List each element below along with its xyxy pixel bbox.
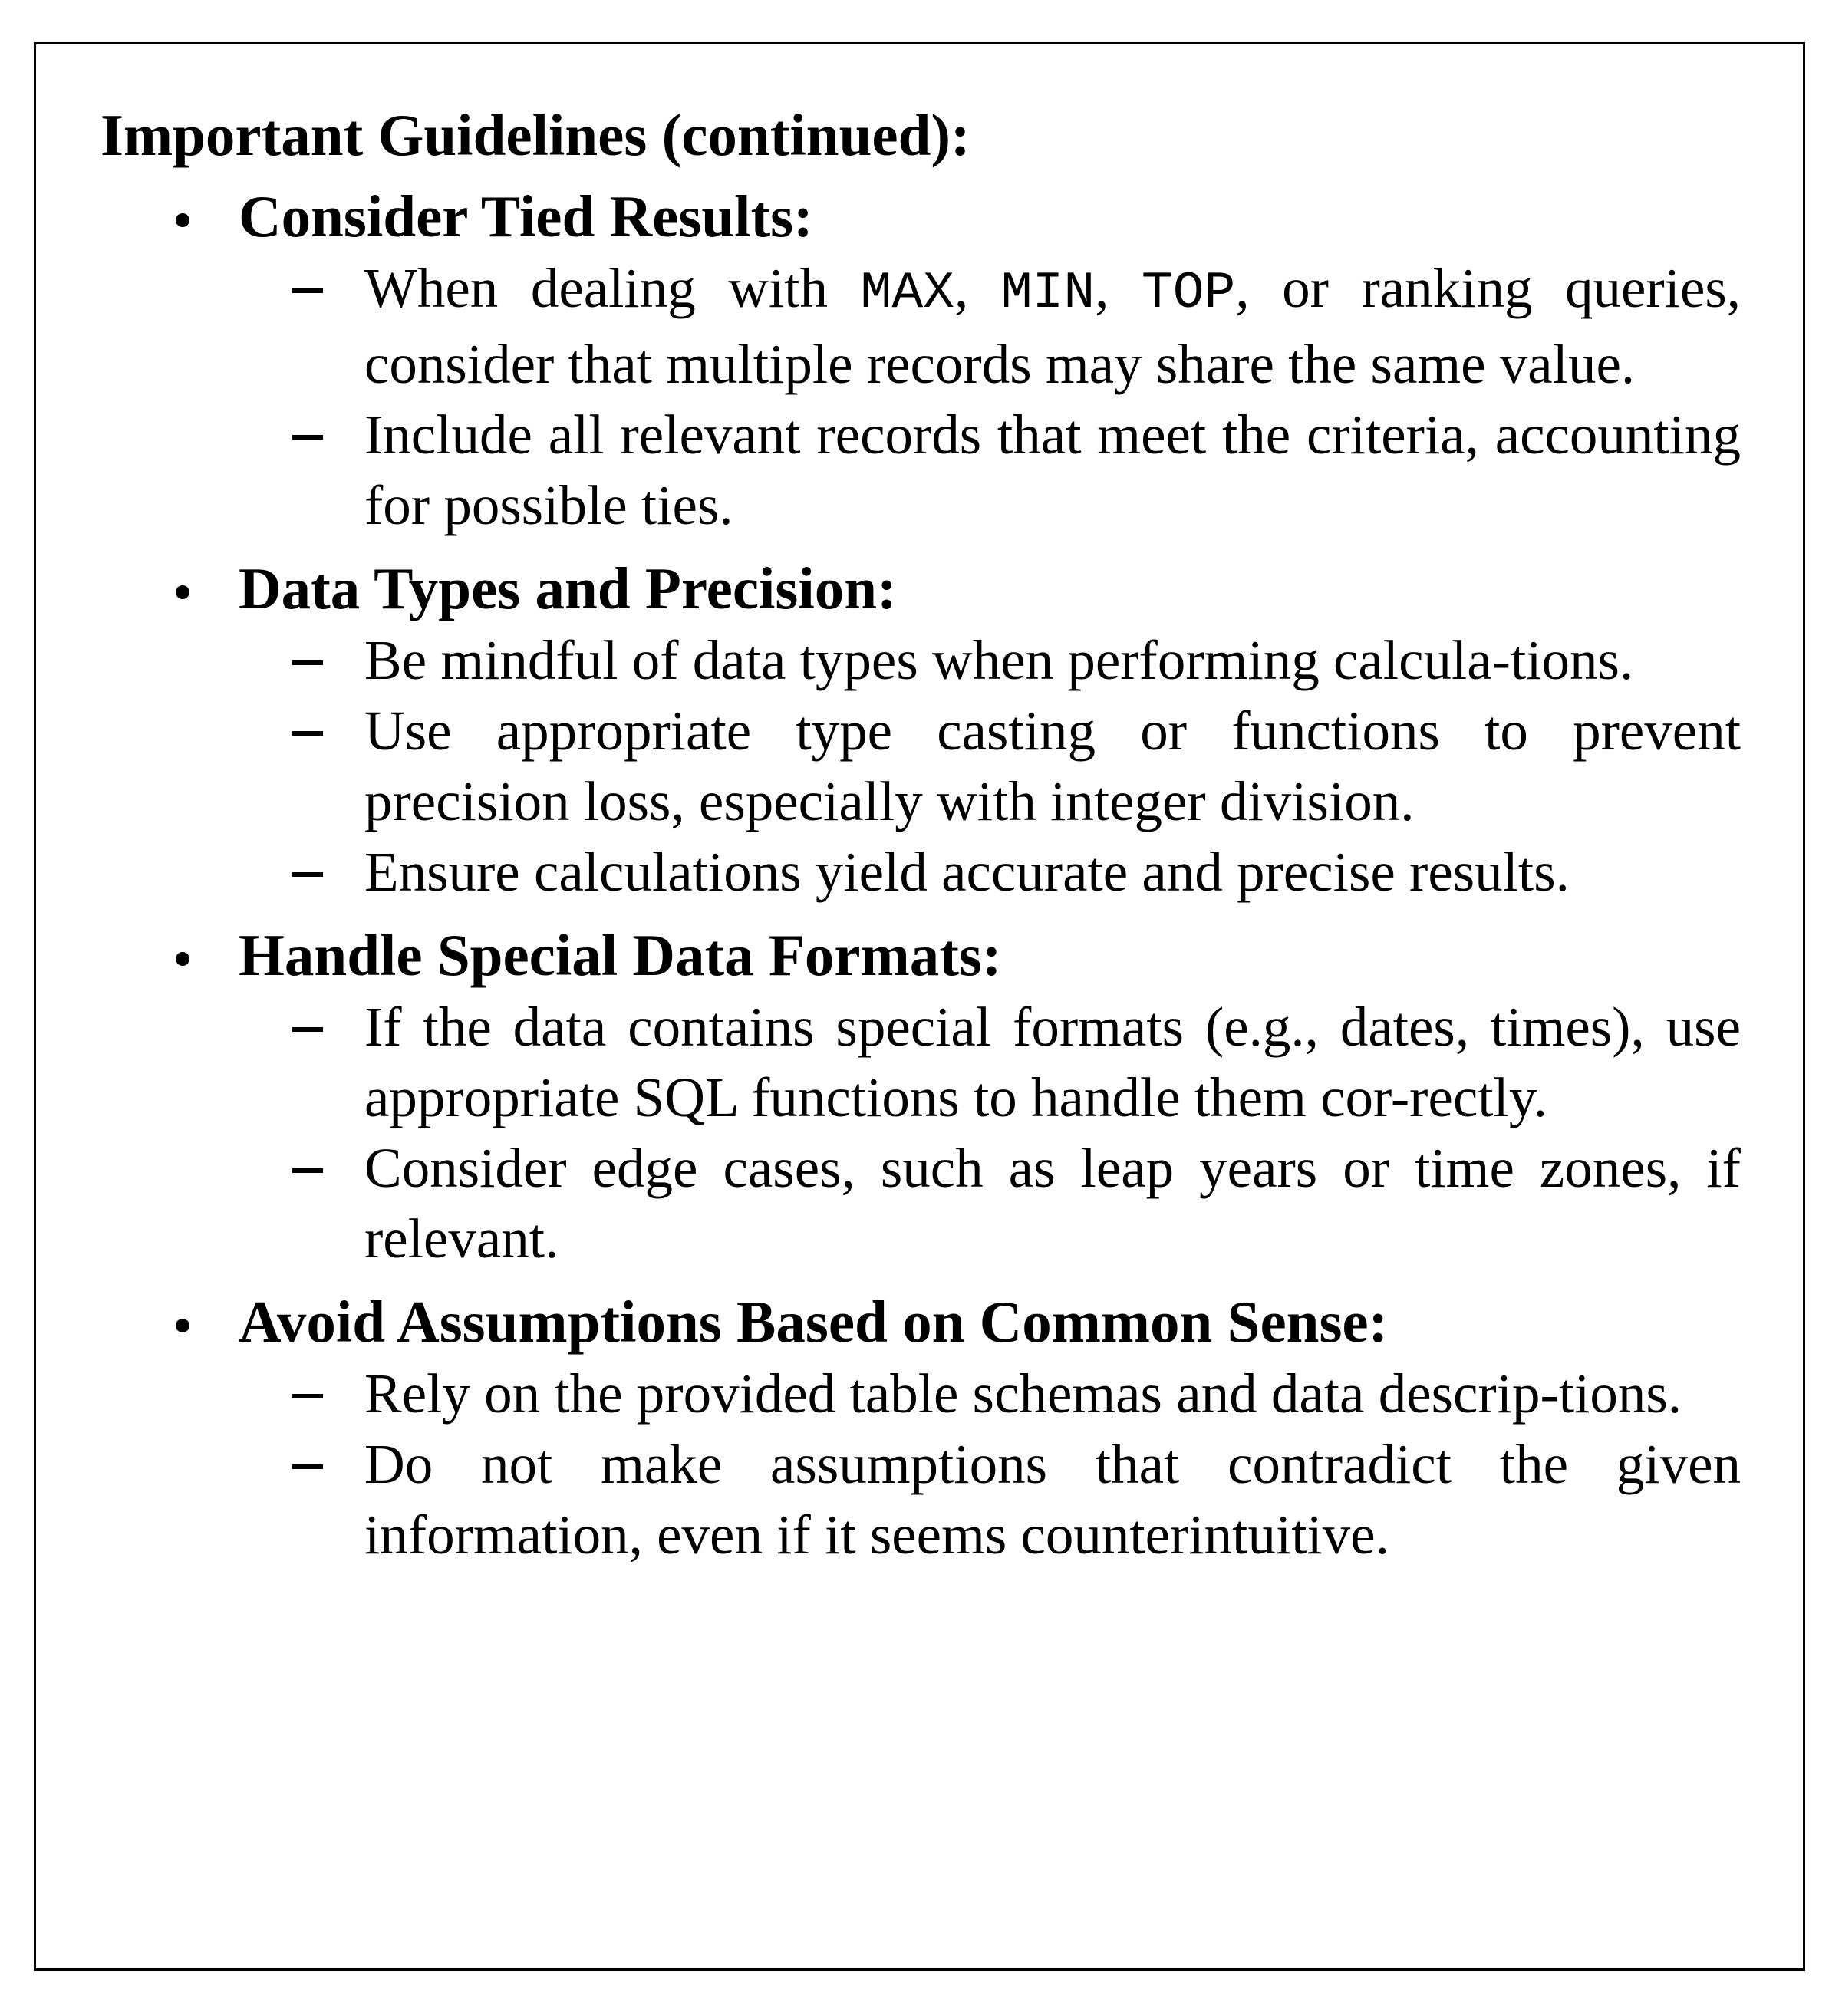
bullet-icon — [176, 1319, 189, 1332]
section-title: Data Types and Precision: — [239, 555, 897, 621]
code-min: MIN — [1000, 264, 1096, 323]
list-item — [239, 1429, 1741, 1570]
dash-icon — [292, 1464, 323, 1469]
dash-icon — [292, 1394, 323, 1398]
item-text: Consider edge cases, such as leap years or time zones, if relevant. — [364, 1137, 1741, 1270]
list-item — [239, 696, 1741, 837]
dash-icon — [292, 731, 323, 736]
guidelines-content — [101, 100, 1741, 1570]
section-list — [101, 181, 1741, 1570]
list-item — [239, 837, 1741, 908]
item-text-post: , or ranking queries, consider that multiple records may share the same value. — [364, 257, 1741, 395]
item-text: Be mindful of data types when performing calcula-tions. — [364, 629, 1634, 691]
dash-icon — [292, 1168, 323, 1173]
code-max: MAX — [860, 264, 954, 323]
dash-icon — [292, 288, 323, 293]
item-list — [239, 625, 1741, 908]
section-tied-results — [101, 181, 1741, 541]
item-text-sep: , — [954, 257, 1001, 319]
bullet-icon — [176, 213, 189, 227]
list-item — [239, 625, 1741, 696]
code-top: TOP — [1141, 264, 1236, 323]
section-title: Avoid Assumptions Based on Common Sense: — [239, 1289, 1389, 1355]
bullet-icon — [176, 585, 189, 599]
bullet-icon — [176, 952, 189, 966]
section-data-types — [101, 553, 1741, 908]
item-text: Rely on the provided table schemas and data descrip-tions. — [364, 1362, 1682, 1425]
list-item — [239, 400, 1741, 541]
item-list — [239, 1359, 1741, 1570]
item-list — [239, 992, 1741, 1274]
section-title: Consider Tied Results: — [239, 183, 813, 249]
item-text: If the data contains special formats (e.g., dates, times), use appropriate SQL functions to handle them cor-rectly. — [364, 996, 1741, 1128]
item-text: Do not make assumptions that contradict the given information, even if it seems counterintuitive. — [364, 1433, 1741, 1566]
item-text-pre: When dealing with — [364, 257, 861, 319]
section-title: Handle Special Data Formats: — [239, 922, 1002, 988]
list-item — [239, 253, 1741, 400]
item-text: Use appropriate type casting or functions to prevent precision loss, especially with integer division. — [364, 700, 1741, 832]
list-item — [239, 1133, 1741, 1274]
list-item — [239, 992, 1741, 1133]
dash-icon — [292, 1027, 323, 1032]
section-special-formats — [101, 920, 1741, 1274]
section-avoid-assumptions — [101, 1286, 1741, 1570]
guidelines-box — [34, 42, 1805, 1971]
list-item — [239, 1359, 1741, 1429]
section-heading: Important Guidelines (continued): — [101, 102, 970, 168]
dash-icon — [292, 435, 323, 440]
dash-icon — [292, 872, 323, 877]
item-text: Ensure calculations yield accurate and precise results. — [364, 841, 1570, 903]
dash-icon — [292, 660, 323, 665]
item-text-sep: , — [1095, 257, 1142, 319]
item-list — [239, 253, 1741, 541]
item-text: Include all relevant records that meet the criteria, accounting for possible ties. — [364, 404, 1741, 536]
